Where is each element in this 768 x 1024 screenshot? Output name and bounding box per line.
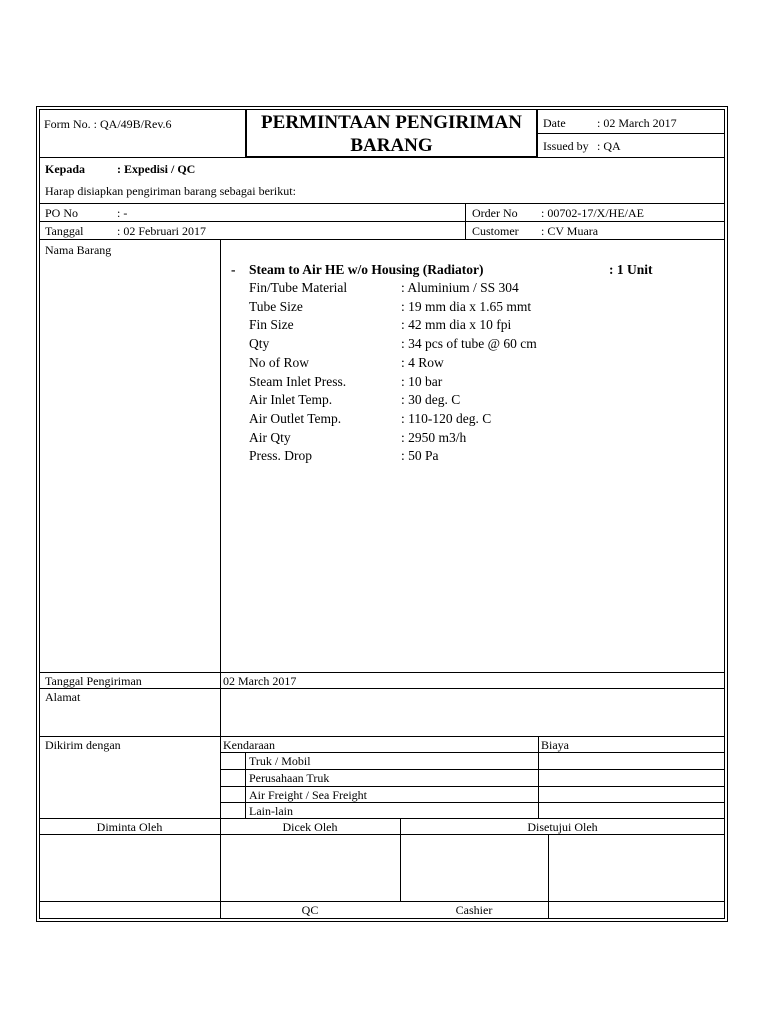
shipping-option-lain: Lain-lain [249, 804, 293, 818]
rule [39, 672, 725, 673]
rule [220, 802, 725, 803]
item-name: Steam to Air HE w/o Housing (Radiator) [249, 262, 484, 277]
po-value: : - [117, 206, 128, 220]
shipping-option-air-sea: Air Freight / Sea Freight [249, 788, 367, 802]
spec-label: Air Inlet Temp. [249, 392, 333, 407]
biaya-label: Biaya [541, 738, 569, 752]
issued-by-label: Issued by [543, 139, 589, 153]
disetujui-oleh-label: Disetujui Oleh [527, 820, 598, 834]
cashier-label: Cashier [455, 903, 493, 917]
alamat-label: Alamat [45, 690, 81, 704]
kendaraan-label: Kendaraan [223, 738, 275, 752]
spec-value: : 110-120 deg. C [401, 411, 492, 426]
rule [220, 769, 725, 770]
rule [39, 203, 725, 204]
tanggal-pengiriman-label: Tanggal Pengiriman [45, 674, 142, 688]
dikirim-label: Dikirim dengan [45, 738, 121, 752]
rule [465, 203, 466, 240]
document-title-line1: PERMINTAAN PENGIRIMAN [261, 112, 522, 133]
customer-value: : CV Muara [541, 224, 599, 238]
spec-value: : 4 Row [401, 355, 444, 370]
rule [538, 133, 725, 134]
date-value: : 02 March 2017 [597, 116, 677, 130]
rule [245, 752, 246, 818]
rule [39, 688, 725, 689]
issued-by-value: : QA [597, 139, 621, 153]
rule [39, 239, 725, 240]
document-title-line2: BARANG [350, 135, 433, 156]
dicek-oleh-label: Dicek Oleh [282, 820, 338, 834]
rule [39, 818, 725, 819]
spec-value: : 2950 m3/h [401, 430, 467, 445]
kepada-value: : Expedisi / QC [117, 162, 196, 176]
spec-value: : 34 pcs of tube @ 60 cm [401, 336, 537, 351]
rule [220, 752, 725, 753]
rule [39, 901, 725, 902]
qc-label: QC [301, 903, 319, 917]
spec-label: Tube Size [249, 299, 303, 314]
kepada-label: Kepada [45, 162, 86, 176]
spec-label: Fin/Tube Material [249, 280, 348, 295]
shipping-option-perusahaan: Perusahaan Truk [249, 771, 330, 785]
rule [538, 736, 539, 818]
spec-label: Air Outlet Temp. [249, 411, 342, 426]
rule [39, 736, 725, 737]
item-qty: : 1 Unit [609, 262, 653, 277]
diminta-oleh-label: Diminta Oleh [96, 820, 163, 834]
instruction-text: Harap disiapkan pengiriman barang sebagai berikut: [45, 184, 296, 198]
customer-label: Customer [472, 224, 519, 238]
spec-value: : 19 mm dia x 1.65 mmt [401, 299, 532, 314]
shipping-option-truk: Truk / Mobil [249, 754, 311, 768]
spec-label: Qty [249, 336, 270, 351]
order-label: Order No [472, 206, 518, 220]
rule [220, 736, 221, 818]
tanggal-label: Tanggal [45, 224, 84, 238]
spec-label: No of Row [249, 355, 309, 370]
rule [220, 786, 725, 787]
rule [39, 221, 725, 222]
rule [39, 834, 725, 835]
rule [39, 157, 725, 158]
order-value: : 00702-17/X/HE/AE [541, 206, 644, 220]
tanggal-value: : 02 Februari 2017 [117, 224, 206, 238]
item-dash: - [231, 262, 236, 277]
spec-value: : 42 mm dia x 10 fpi [401, 317, 512, 332]
spec-value: : 10 bar [401, 374, 443, 389]
spec-value: : Aluminium / SS 304 [401, 280, 519, 295]
po-label: PO No [45, 206, 79, 220]
spec-label: Press. Drop [249, 448, 312, 463]
spec-label: Steam Inlet Press. [249, 374, 347, 389]
spec-value: : 30 deg. C [401, 392, 461, 407]
date-label: Date [543, 116, 566, 130]
rule [220, 239, 221, 736]
spec-label: Fin Size [249, 317, 294, 332]
form-number: Form No. : QA/49B/Rev.6 [44, 117, 172, 131]
spec-label: Air Qty [249, 430, 291, 445]
nama-barang-label: Nama Barang [45, 243, 112, 257]
tanggal-pengiriman-value: 02 March 2017 [223, 674, 297, 688]
rule [548, 834, 549, 919]
spec-value: : 50 Pa [401, 448, 439, 463]
rule [400, 818, 401, 902]
